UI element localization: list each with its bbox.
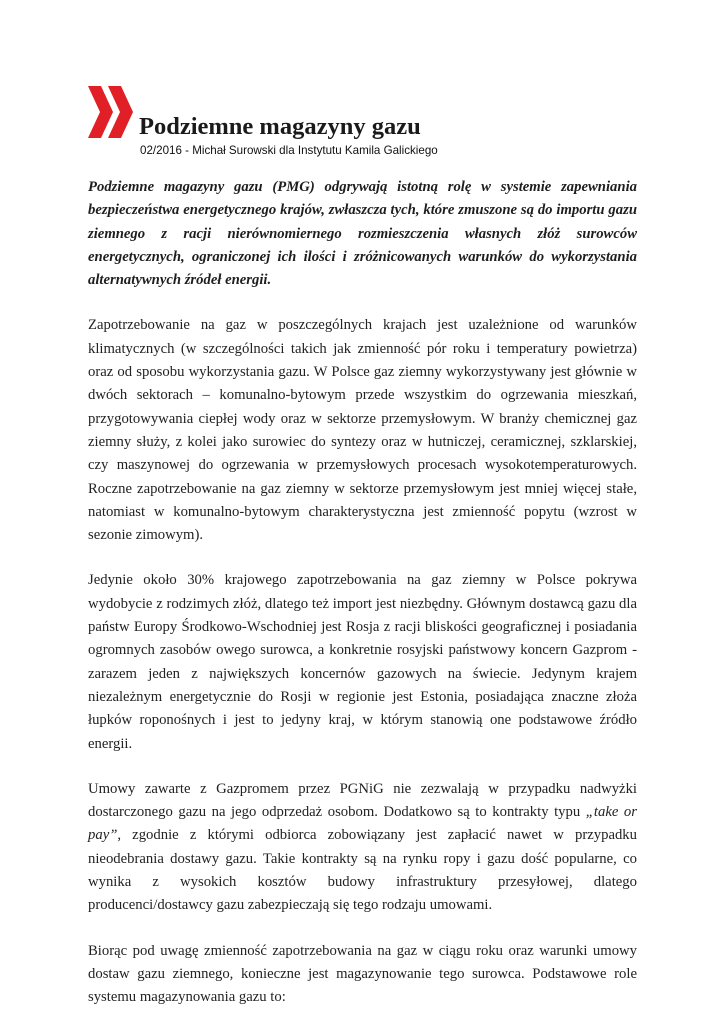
chevron-logo-icon <box>88 86 136 138</box>
body-paragraph: Biorąc pod uwagę zmienność zapotrzebowania na gaz w ciągu roku oraz warunki umowy dostaw gazu ziemnego, konieczne jest magazynowanie tego surowca. Podstawowe role systemu magazynowania gazu to: <box>88 942 637 1006</box>
body-paragraph: Jedynie około 30% krajowego zapotrzebowania na gaz ziemny w Polsce pokrywa wydobycie z rodzimych złóż, dlatego też import jest niezbędny. Głównym dostawcą gazu dla państw Europy Środkowo-Wschodniej jest Rosja z racji bliskości geograficznej i posiadania ogromnych zasobów owego surowca, a konkretnie rosyjski państwowy koncern Gazprom - zarazem jeden z największych koncernów gazowych na świecie. Jedynym krajem niezależnym energetycznie do Rosji w regionie jest Estonia, posiadająca znaczne złoża łupków roponośnych i jest to jedyny kraj, w którym stanowią one podstawowe źródło energii. <box>88 572 637 752</box>
page-title: Podziemne magazyny gazu <box>139 113 421 140</box>
body-paragraph: Zapotrzebowanie na gaz w poszczególnych krajach jest uzależnione od warunków klimatycznych (w szczególności takich jak zmienność pór roku i temperatury powietrza) oraz od sposobu wykorzystania gazu. W Polsce gaz ziemny wykorzystywany jest głównie w dwóch sektorach – komunalno-bytowym przede wszystkim do ogrzewania mieszkań, przygotowywania ciepłej wody oraz w sektorze przemysłowym. W branży chemicznej gaz ziemny służy, z kolei jako surowiec do syntezy oraz w hutniczej, ceramicznej, szklarskiej, czy maszynowej do ogrzewania w przemysłowych procesach wysokotemperaturowych. Roczne zapotrzebowanie na gaz ziemny w sektorze przemysłowym jest mniej więcej stałe, natomiast w komunalno-bytowym charakterystyczna jest zmienność popytu (wzrost w sezonie zimowym). <box>88 317 637 544</box>
paragraph-text: Umowy zawarte z Gazpromem przez PGNiG nie zezwalają w przypadku nadwyżki dostarczonego gazu na jego odprzedaż osobom. Dodatkowo są to kontrakty typu <box>88 780 637 821</box>
paragraph-text: , zgodnie z którymi odbiorca zobowiązany jest zapłacić nawet w przypadku nieodebrania dostawy gazu. Takie kontrakty są na rynku ropy i gazu dość popularne, co wynika z wysokich kosztów budowy infrastruktury przesyłowej, dlatego producenci/dostawcy gazu zabezpieczają się tego rodzaju umowami. <box>88 827 637 914</box>
article-body <box>88 176 637 1010</box>
body-paragraph <box>88 778 637 918</box>
author-line: 02/2016 - Michał Surowski dla Instytutu Kamila Galickiego <box>140 144 438 157</box>
lead-paragraph: Podziemne magazyny gazu (PMG) odgrywają istotną rolę w systemie zapewniania bezpieczeństwa energetycznego krajów, zwłaszcza tych, które zmuszone są do importu gazu ziemnego z racji nierównomiernego rozmieszczenia własnych złóż surowców energetycznych, ograniczonej ich ilości i zróżnicowanych warunków do wykorzystania alternatywnych źródeł energii. <box>88 179 637 289</box>
emphasized-term: „take or pay” <box>88 804 637 844</box>
